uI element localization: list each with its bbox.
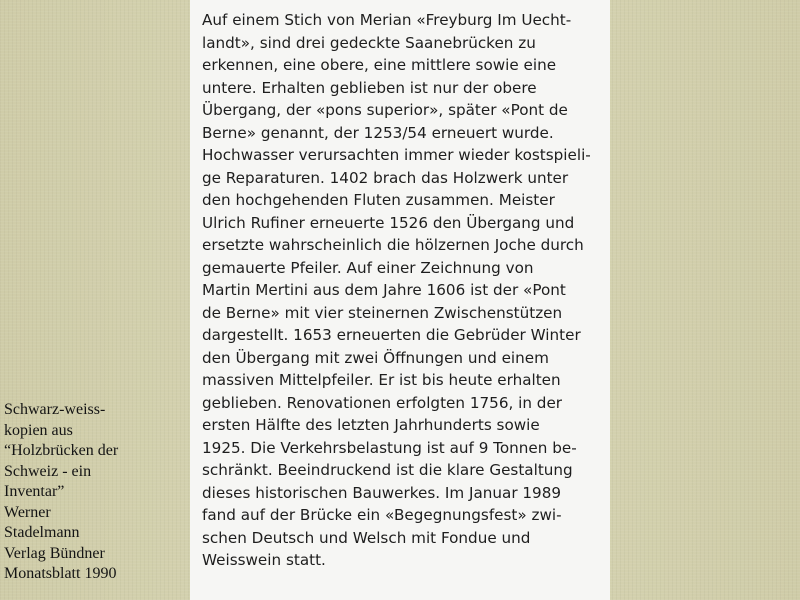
article-line: Martin Mertini aus dem Jahre 1606 ist der «Pont (202, 281, 566, 299)
caption-line: Schweiz - ein (4, 462, 92, 480)
article-line: dargestellt. 1653 erneuerten die Gebrüder Winter (202, 326, 581, 344)
article-line: den Übergang mit zwei Öffnungen und einem (202, 348, 549, 367)
article-line: geblieben. Renovationen erfolgten 1756, in der (202, 393, 563, 412)
article-line: ersetzte wahrscheinlich die hölzernen Joche durch (202, 236, 584, 254)
article-line: den hochgehenden Fluten zusammen. Meister (202, 191, 555, 209)
caption-line: Werner (4, 503, 51, 521)
article-line: 1925. Die Verkehrsbelastung ist auf 9 Tonnen be- (202, 438, 577, 457)
scanned-text-panel (190, 0, 610, 600)
article-line: Hochwasser verursachten immer wieder kostspieli- (202, 146, 591, 164)
article-line: massiven Mittelpfeiler. Er ist bis heute erhalten (202, 371, 561, 389)
caption-line: Inventar” (4, 483, 65, 500)
article-line: gemauerte Pfeiler. Auf einer Zeichnung von (202, 258, 534, 277)
article-line: dieses historischen Bauwerkes. Im Januar 1989 (202, 483, 562, 502)
article-line: landt», sind drei gedeckte Saanebrücken zu (202, 33, 536, 52)
article-line: schränkt. Beeindruckend ist die klare Gestaltung (202, 461, 573, 479)
caption-line: Stadelmann (4, 524, 80, 541)
article-line: ge Reparaturen. 1402 brach das Holzwerk unter (202, 168, 569, 187)
article-line: untere. Erhalten geblieben ist nur der obere (202, 78, 537, 97)
article-line: fand auf der Brücke ein «Begegnungsfest» zwi- (202, 506, 562, 524)
article-text (202, 9, 610, 572)
caption-line: Verlag Bündner (4, 544, 105, 562)
article-line: de Berne» mit vier steinernen Zwischenstützen (202, 303, 563, 322)
caption-line: kopien aus (4, 421, 73, 439)
article-line: Auf einem Stich von Merian «Freyburg Im Uecht- (202, 11, 572, 29)
article-line: Berne» genannt, der 1253/54 erneuert wurde. (202, 123, 554, 142)
source-caption (4, 400, 184, 585)
article-line: Übergang, der «pons superior», später «Pont de (202, 101, 568, 119)
caption-line: “Holzbrücken der (4, 442, 119, 459)
article-line: erkennen, eine obere, eine mittlere sowie eine (202, 56, 557, 74)
caption-line: Schwarz-weiss- (4, 401, 106, 418)
article-line: ersten Hälfte des letzten Jahrhunderts sowie (202, 416, 540, 434)
article-line: Ulrich Rufiner erneuerte 1526 den Übergang und (202, 213, 575, 232)
article-line: schen Deutsch und Welsch mit Fondue und (202, 528, 531, 547)
caption-line: Monatsblatt 1990 (4, 565, 117, 582)
article-line: Weisswein statt. (202, 551, 326, 569)
